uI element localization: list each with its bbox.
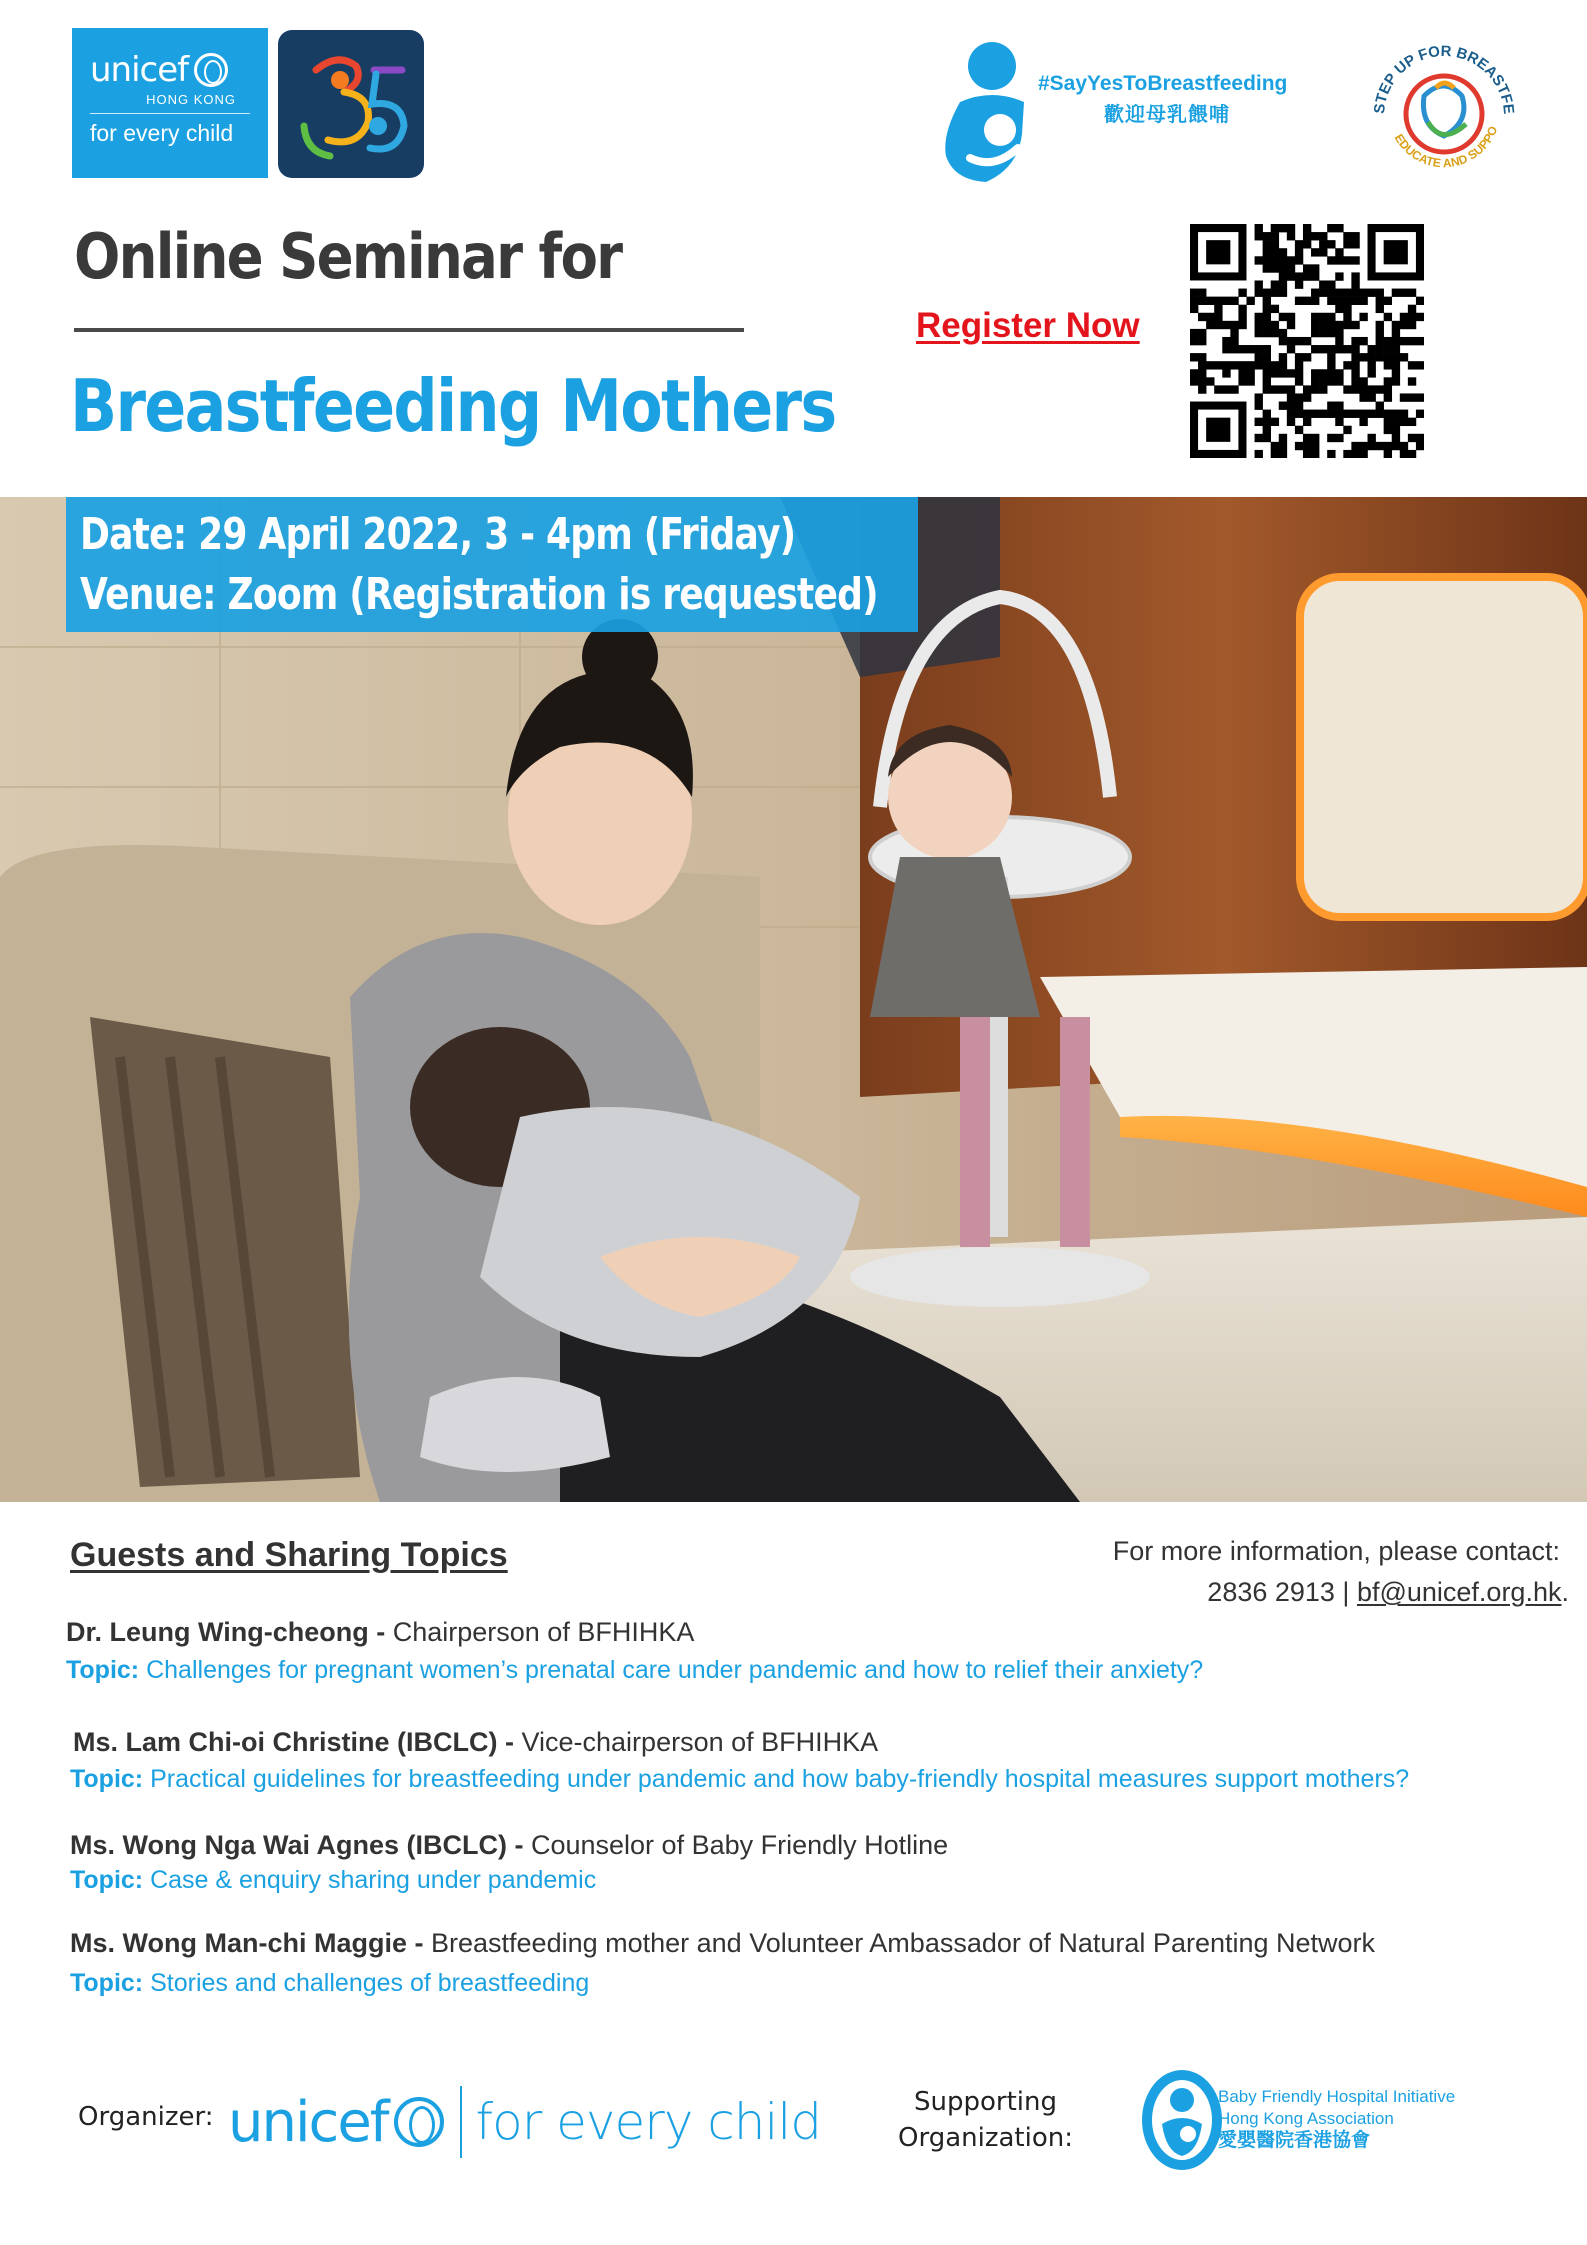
guest-1 bbox=[66, 1617, 694, 1648]
event-venue: Venue: Zoom (Registration is requested) bbox=[80, 569, 878, 620]
stepup-arc-bottom: EDUCATE AND SUPPO bbox=[1391, 124, 1501, 171]
unicef-tagline: for every child bbox=[475, 2093, 821, 2151]
topic-label: Topic: bbox=[70, 1765, 144, 1793]
unicef-globe-icon bbox=[194, 53, 228, 87]
seminar-title-line2: Breastfeeding Mothers bbox=[70, 364, 836, 448]
guest-name: Ms. Wong Man-chi Maggie - bbox=[70, 1928, 431, 1958]
mother-breastfeeding-icon bbox=[934, 30, 1044, 190]
supporting-line1: Supporting bbox=[913, 2087, 1057, 2117]
guest-1-topic bbox=[66, 1656, 1203, 1685]
contact-details bbox=[1207, 1577, 1569, 1608]
guest-2 bbox=[73, 1727, 878, 1758]
guest-role: Vice-chairperson of BFHIHKA bbox=[521, 1727, 879, 1757]
contact-period: . bbox=[1561, 1577, 1569, 1607]
svg-text:STEP UP FOR BREASTFEEDING bbox=[1362, 26, 1517, 115]
guest-3 bbox=[70, 1830, 948, 1861]
topic-text: Challenges for pregnant women’s prenatal care under pandemic and how to relief their anxiety? bbox=[146, 1656, 1204, 1684]
topic-text: Stories and challenges of breastfeeding bbox=[150, 1969, 590, 1997]
unicef-wordmark: unicef bbox=[90, 50, 189, 90]
event-details-banner bbox=[66, 497, 918, 632]
guest-4 bbox=[70, 1928, 1375, 1959]
say-yes-breastfeeding-logo bbox=[934, 30, 1314, 190]
guest-2-topic bbox=[70, 1765, 1409, 1794]
topic-text: Case & enquiry sharing under pandemic bbox=[150, 1866, 597, 1894]
topic-label: Topic: bbox=[70, 1969, 144, 1997]
unicef-wordmark: unicef bbox=[228, 2089, 388, 2155]
contact-phone: 2836 2913 | bbox=[1207, 1577, 1357, 1607]
logo-divider bbox=[90, 113, 250, 114]
bfhi-line1: Baby Friendly Hospital Initiative bbox=[1218, 2087, 1456, 2106]
seminar-title-line1: Online Seminar for bbox=[74, 220, 622, 293]
guest-name: Dr. Leung Wing-cheong - bbox=[66, 1617, 393, 1647]
bfhi-name bbox=[1218, 2086, 1455, 2152]
register-now-link[interactable]: Register Now bbox=[916, 306, 1140, 345]
unicef-globe-icon bbox=[394, 2097, 444, 2147]
topic-label: Topic: bbox=[70, 1866, 144, 1894]
unicef-hong-kong-logo bbox=[72, 28, 268, 178]
registration-qr-code[interactable] bbox=[1190, 224, 1424, 458]
contact-email-link[interactable]: bf@unicef.org.hk bbox=[1356, 1577, 1562, 1607]
anniversary-35-logo bbox=[278, 30, 424, 178]
step-up-for-breastfeeding-logo bbox=[1362, 26, 1526, 190]
supporting-organization-label bbox=[898, 2084, 1073, 2156]
guest-role: Counselor of Baby Friendly Hotline bbox=[530, 1830, 949, 1860]
organizer-label: Organizer: bbox=[78, 2102, 214, 2132]
guest-name: Ms. Lam Chi-oi Christine (IBCLC) - bbox=[73, 1727, 522, 1757]
guest-name: Ms. Wong Nga Wai Agnes (IBCLC) - bbox=[70, 1830, 531, 1860]
topic-label: Topic: bbox=[66, 1656, 140, 1684]
logo-separator bbox=[460, 2086, 462, 2158]
guest-role: Breastfeeding mother and Volunteer Ambassador of Natural Parenting Network bbox=[431, 1928, 1376, 1958]
mother-breastfeeding-photo bbox=[0, 497, 1587, 1502]
title-divider bbox=[74, 328, 744, 332]
organizer-unicef-logo bbox=[228, 2082, 821, 2162]
bfhi-chinese: 愛嬰醫院香港協會 bbox=[1218, 2130, 1371, 2151]
unicef-tagline: for every child bbox=[90, 120, 234, 146]
bfhi-line2: Hong Kong Association bbox=[1218, 2109, 1394, 2128]
stepup-arc-top: STEP UP FOR BREASTFE bbox=[1370, 42, 1518, 115]
guest-3-topic bbox=[70, 1866, 596, 1895]
guest-role: Chairperson of BFHIHKA bbox=[392, 1617, 695, 1647]
supporting-line2: Organization: bbox=[898, 2123, 1073, 2153]
guest-4-topic bbox=[70, 1969, 589, 1998]
topic-text: Practical guidelines for breastfeeding under pandemic and how baby-friendly hospital measures support mothers? bbox=[150, 1765, 1410, 1793]
contact-label: For more information, please contact: bbox=[1112, 1536, 1560, 1566]
event-date: Date: 29 April 2022, 3 - 4pm (Friday) bbox=[80, 509, 796, 560]
sayyes-hashtag: #SayYesToBreastfeeding bbox=[1038, 72, 1288, 95]
sayyes-chinese-text: 歡迎母乳餵哺 bbox=[1104, 104, 1230, 126]
unicef-region-label: HONG KONG bbox=[146, 92, 236, 107]
guests-heading: Guests and Sharing Topics bbox=[70, 1536, 508, 1574]
